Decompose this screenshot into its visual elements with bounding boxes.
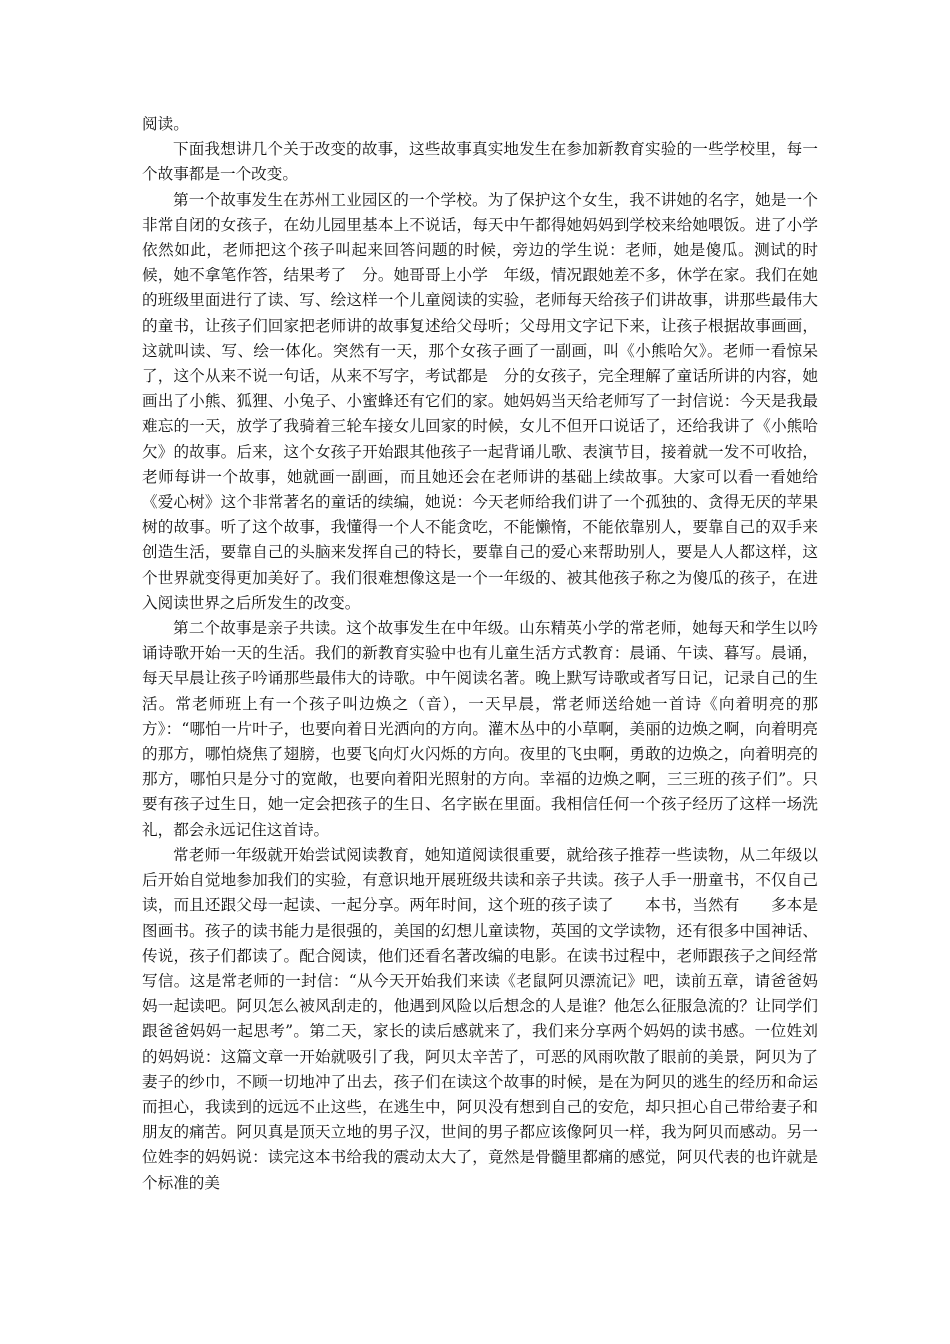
paragraph-continuation: 阅读。 [142, 115, 189, 133]
document-page [142, 112, 818, 1196]
paragraph-story-two: 第二个故事是亲子共读。这个故事发生在中年级。山东精英小学的常老师，她每天和学生以吟诵诗歌开始一天的生活。我们的新教育实验中也有儿童生活方式教育：晨诵、午读、暮写。晨诵，每天早晨让孩子吟诵那些最伟大的诗歌。中午阅读名著。晚上默写诗歌或者写日记，记录自己的生活。常老师班上有一个孩子叫边焕之（音），一天早晨，常老师送给她一首诗《向着明亮的那方》：“哪怕一片叶子，也要向着日光洒向的方向。灌木丛中的小草啊，美丽的边焕之啊，向着明亮的那方，哪怕烧焦了翅膀，也要飞向灯火闪烁的方向。夜里的飞虫啊，勇敢的边焕之，向着明亮的那方，哪怕只是分寸的宽敞，也要向着阳光照射的方向。幸福的边焕之啊，三三班的孩子们”。只要有孩子过生日，她一定会把孩子的生日、名字嵌在里面。我相信任何一个孩子经历了这样一场洗礼，都会永远记住这首诗。 [142, 619, 818, 839]
paragraph-intro: 下面我想讲几个关于改变的故事，这些故事真实地发生在参加新教育实验的一些学校里，每一个故事都是一个改变。 [142, 140, 818, 184]
paragraph-teacher-reading: 常老师一年级就开始尝试阅读教育，她知道阅读很重要，就给孩子推荐一些读物，从二年级以后开始自觉地参加我们的实验，有意识地开展班级共读和亲子共读。孩子人手一册童书，不仅自己读，而且还跟父母一起读、一起分享。两年时间，这个班的孩子读了 本书，当然有 多本是图画书。孩子的读书能力是很强的，美国的幻想儿童读物，英国的文学读物，还有很多中国神话、传说，孩子们都读了。配合阅读，他们还看名著改编的电影。在读书过程中，老师跟孩子之间经常写信。这是常老师的一封信：“从今天开始我们来读《老鼠阿贝漂流记》吧，读前五章，请爸爸妈妈一起读吧。阿贝怎么被风刮走的，他遇到风险以后想念的人是谁？他怎么征服急流的？让同学们跟爸爸妈妈一起思考”。第二天，家长的读后感就来了，我们来分享两个妈妈的读书感。一位姓刘的妈妈说：这篇文章一开始就吸引了我，阿贝太辛苦了，可恶的风雨吹散了眼前的美景，阿贝为了妻子的纱巾，不顾一切地冲了出去，孩子们在读这个故事的时候，是在为阿贝的逃生的经历和命运而担心，我读到的远远不止这些，在逃生中，阿贝没有想到自己的安危，却只担心自己带给妻子和朋友的痛苦。阿贝真是顶天立地的男子汉，世间的男子都应该像阿贝一样，我为阿贝而感动。另一位姓李的妈妈说：读完这本书给我的震动太大了，竟然是骨髓里都痛的感觉，阿贝代表的也许就是个标准的美 [142, 845, 818, 1192]
paragraph-story-one: 第一个故事发生在苏州工业园区的一个学校。为了保护这个女生，我不讲她的名字，她是一个非常自闭的女孩子，在幼儿园里基本上不说话，每天中午都得她妈妈到学校来给她喂饭。进了小学依然如此，老师把这个孩子叫起来回答问题的时候，旁边的学生说：老师，她是傻瓜。测试的时候，她不拿笔作答，结果考了 分。她哥哥上小学 年级，情况跟她差不多，休学在家。我们在她的班级里面进行了读、写、绘这样一个儿童阅读的实验，老师每天给孩子们讲故事，讲那些最伟大的童书，让孩子们回家把老师讲的故事复述给父母听；父母用文字记下来，让孩子根据故事画画，这就叫读、写、绘一体化。突然有一天，那个女孩子画了一副画，叫《小熊哈欠》。老师一看惊呆了，这个从来不说一句话，从来不写字，考试都是 分的女孩子，完全理解了童话所讲的内容，她画出了小熊、狐狸、小兔子、小蜜蜂还有它们的家。她妈妈当天给老师写了一封信说：今天是我最难忘的一天，放学了我骑着三轮车接女儿回家的时候，女儿不但开口说话了，还给我讲了《小熊哈欠》的故事。后来，这个女孩子开始跟其他孩子一起背诵儿歌、表演节目，接着就一发不可收拾，老师每讲一个故事，她就画一副画，而且她还会在老师讲的基础上续故事。大家可以看一看她给《爱心树》这个非常著名的童话的续编，她说：今天老师给我们讲了一个孤独的、贪得无厌的苹果树的故事。听了这个故事，我懂得一个人不能贪吃，不能懒惰，不能依靠别人，要靠自己的双手来创造生活，要靠自己的头脑来发挥自己的特长，要靠自己的爱心来帮助别人，要是人人都这样，这个世界就变得更加美好了。我们很难想像这是一个一年级的、被其他孩子称之为傻瓜的孩子，在进入阅读世界之后所发生的改变。 [142, 190, 818, 612]
